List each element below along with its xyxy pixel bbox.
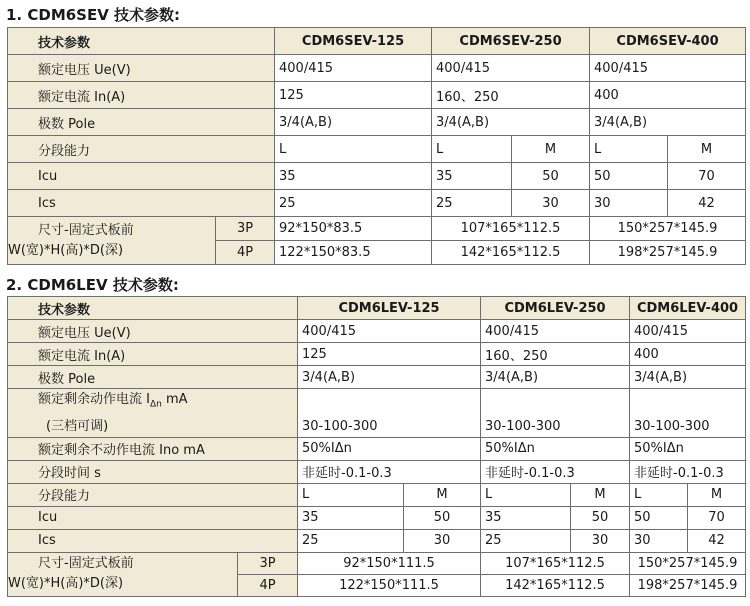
cell: 92*150*111.5 <box>298 552 481 574</box>
table-row <box>8 389 746 438</box>
cell: 35 <box>298 506 404 529</box>
cell: L <box>630 483 688 506</box>
table-header-row <box>8 297 746 320</box>
cell: 400/415 <box>630 320 746 343</box>
header-model-125: CDM6SEV-125 <box>275 28 432 55</box>
cell: 30 <box>590 190 668 217</box>
cell: 30-100-300 <box>481 389 630 438</box>
residual-label-line2: (三档可调) <box>46 418 109 434</box>
dimension-label <box>8 552 238 596</box>
table-row <box>8 320 746 343</box>
table-row <box>8 136 746 163</box>
cell: 35 <box>481 506 571 529</box>
cell: 400/415 <box>298 320 481 343</box>
section1-title: 1. CDM6SEV 技术参数: <box>6 6 181 24</box>
dimension-label-line2: W(宽)*H(高)*D(深) <box>8 576 124 592</box>
row-label: 极数 Pole <box>8 366 298 389</box>
pole-4p: 4P <box>216 241 275 265</box>
header-model-250: CDM6SEV-250 <box>432 28 590 55</box>
cell: 400/415 <box>275 55 432 82</box>
table-row <box>8 506 746 529</box>
table-row <box>8 190 746 217</box>
cell: 3/4(A,B) <box>630 366 746 389</box>
cell: 125 <box>298 343 481 366</box>
cell: 50 <box>630 506 688 529</box>
cell: 50%IΔn <box>630 437 746 460</box>
cell: 92*150*83.5 <box>275 217 432 241</box>
table-row <box>8 82 746 109</box>
cell: 35 <box>432 163 512 190</box>
cell: 25 <box>275 190 432 217</box>
row-label: Icu <box>8 506 298 529</box>
cell: 50 <box>512 163 590 190</box>
header-param: 技术参数 <box>8 28 275 55</box>
row-label: 额定电压 Ue(V) <box>8 55 275 82</box>
cell: 107*165*112.5 <box>481 552 630 574</box>
cell: 400 <box>630 343 746 366</box>
cell: 70 <box>668 163 746 190</box>
cell: 35 <box>275 163 432 190</box>
pole-3p: 3P <box>216 217 275 241</box>
cell: 30 <box>512 190 590 217</box>
table-row <box>8 437 746 460</box>
header-model-125: CDM6LEV-125 <box>298 297 481 320</box>
cell: 42 <box>688 529 746 552</box>
cell: 非延时-0.1-0.3 <box>481 460 630 483</box>
cdm6sev-spec-table <box>7 27 746 265</box>
pole-4p: 4P <box>238 574 298 596</box>
cell: 50 <box>404 506 481 529</box>
row-label: 极数 Pole <box>8 109 275 136</box>
cell: 50 <box>571 506 630 529</box>
cell: 42 <box>668 190 746 217</box>
cell: 30-100-300 <box>630 389 746 438</box>
cell: L <box>432 136 512 163</box>
table-row <box>8 460 746 483</box>
cell: 400 <box>590 82 746 109</box>
table-row <box>8 163 746 190</box>
row-label <box>8 389 298 438</box>
table-row <box>8 343 746 366</box>
cell: 400/415 <box>590 55 746 82</box>
cell: 非延时-0.1-0.3 <box>298 460 481 483</box>
cell: 30 <box>404 529 481 552</box>
cell: 400/415 <box>432 55 590 82</box>
row-label: 分段能力 <box>8 483 298 506</box>
row-label: 额定电压 Ue(V) <box>8 320 298 343</box>
table-header-row <box>8 28 746 55</box>
row-label: 额定电流 In(A) <box>8 82 275 109</box>
dimension-label <box>8 217 216 265</box>
dimension-label-line2: W(宽)*H(高)*D(深) <box>8 242 124 258</box>
cell: 25 <box>432 190 512 217</box>
cell: L <box>275 136 432 163</box>
cell: 142*165*112.5 <box>432 241 590 265</box>
cell: M <box>512 136 590 163</box>
cell: 3/4(A,B) <box>590 109 746 136</box>
cell: 3/4(A,B) <box>275 109 432 136</box>
cell: 25 <box>298 529 404 552</box>
cell: 122*150*83.5 <box>275 241 432 265</box>
row-label: Ics <box>8 529 298 552</box>
table-row <box>8 552 746 574</box>
cell: 70 <box>688 506 746 529</box>
cell: 198*257*145.9 <box>590 241 746 265</box>
cell: 125 <box>275 82 432 109</box>
cell: 160、250 <box>481 343 630 366</box>
cell: M <box>668 136 746 163</box>
cell: 400/415 <box>481 320 630 343</box>
table-row <box>8 109 746 136</box>
cell: 3/4(A,B) <box>481 366 630 389</box>
header-model-400: CDM6LEV-400 <box>630 297 746 320</box>
cell: L <box>590 136 668 163</box>
residual-label-line1: 额定剩余动作电流 $I_{\Delta n}$ mA <box>38 392 188 410</box>
cell: 107*165*112.5 <box>432 217 590 241</box>
table-row <box>8 529 746 552</box>
cell: 25 <box>481 529 571 552</box>
row-label: 分段能力 <box>8 136 275 163</box>
cell: 122*150*111.5 <box>298 574 481 596</box>
header-model-400: CDM6SEV-400 <box>590 28 746 55</box>
dimension-label-line1: 尺寸-固定式板前 <box>38 222 134 238</box>
table-row <box>8 217 746 241</box>
pole-3p: 3P <box>238 552 298 574</box>
cell: 198*257*145.9 <box>630 574 746 596</box>
cell: 50 <box>590 163 668 190</box>
cell: 30 <box>630 529 688 552</box>
cell: M <box>688 483 746 506</box>
cell: 142*165*112.5 <box>481 574 630 596</box>
cell: 30-100-300 <box>298 389 481 438</box>
row-label: Ics <box>8 190 275 217</box>
dimension-label-line1: 尺寸-固定式板前 <box>38 556 134 572</box>
header-model-250: CDM6LEV-250 <box>481 297 630 320</box>
row-label: 额定剩余不动作电流 Ino mA <box>8 437 298 460</box>
cell: 30 <box>571 529 630 552</box>
row-label: 分段时间 s <box>8 460 298 483</box>
cell: 50%IΔn <box>298 437 481 460</box>
row-label: 额定电流 In(A) <box>8 343 298 366</box>
cell: 非延时-0.1-0.3 <box>630 460 746 483</box>
cell: 150*257*145.9 <box>590 217 746 241</box>
cell: 50%IΔn <box>481 437 630 460</box>
section2-title: 2. CDM6LEV 技术参数: <box>6 276 179 294</box>
cell: 3/4(A,B) <box>432 109 590 136</box>
cell: M <box>404 483 481 506</box>
cdm6lev-spec-table <box>7 296 746 597</box>
cell: 3/4(A,B) <box>298 366 481 389</box>
cell: M <box>571 483 630 506</box>
cell: 150*257*145.9 <box>630 552 746 574</box>
row-label: Icu <box>8 163 275 190</box>
cell: 160、250 <box>432 82 590 109</box>
table-row <box>8 55 746 82</box>
header-param: 技术参数 <box>8 297 298 320</box>
cell: L <box>298 483 404 506</box>
cell: L <box>481 483 571 506</box>
table-row <box>8 366 746 389</box>
table-row <box>8 483 746 506</box>
